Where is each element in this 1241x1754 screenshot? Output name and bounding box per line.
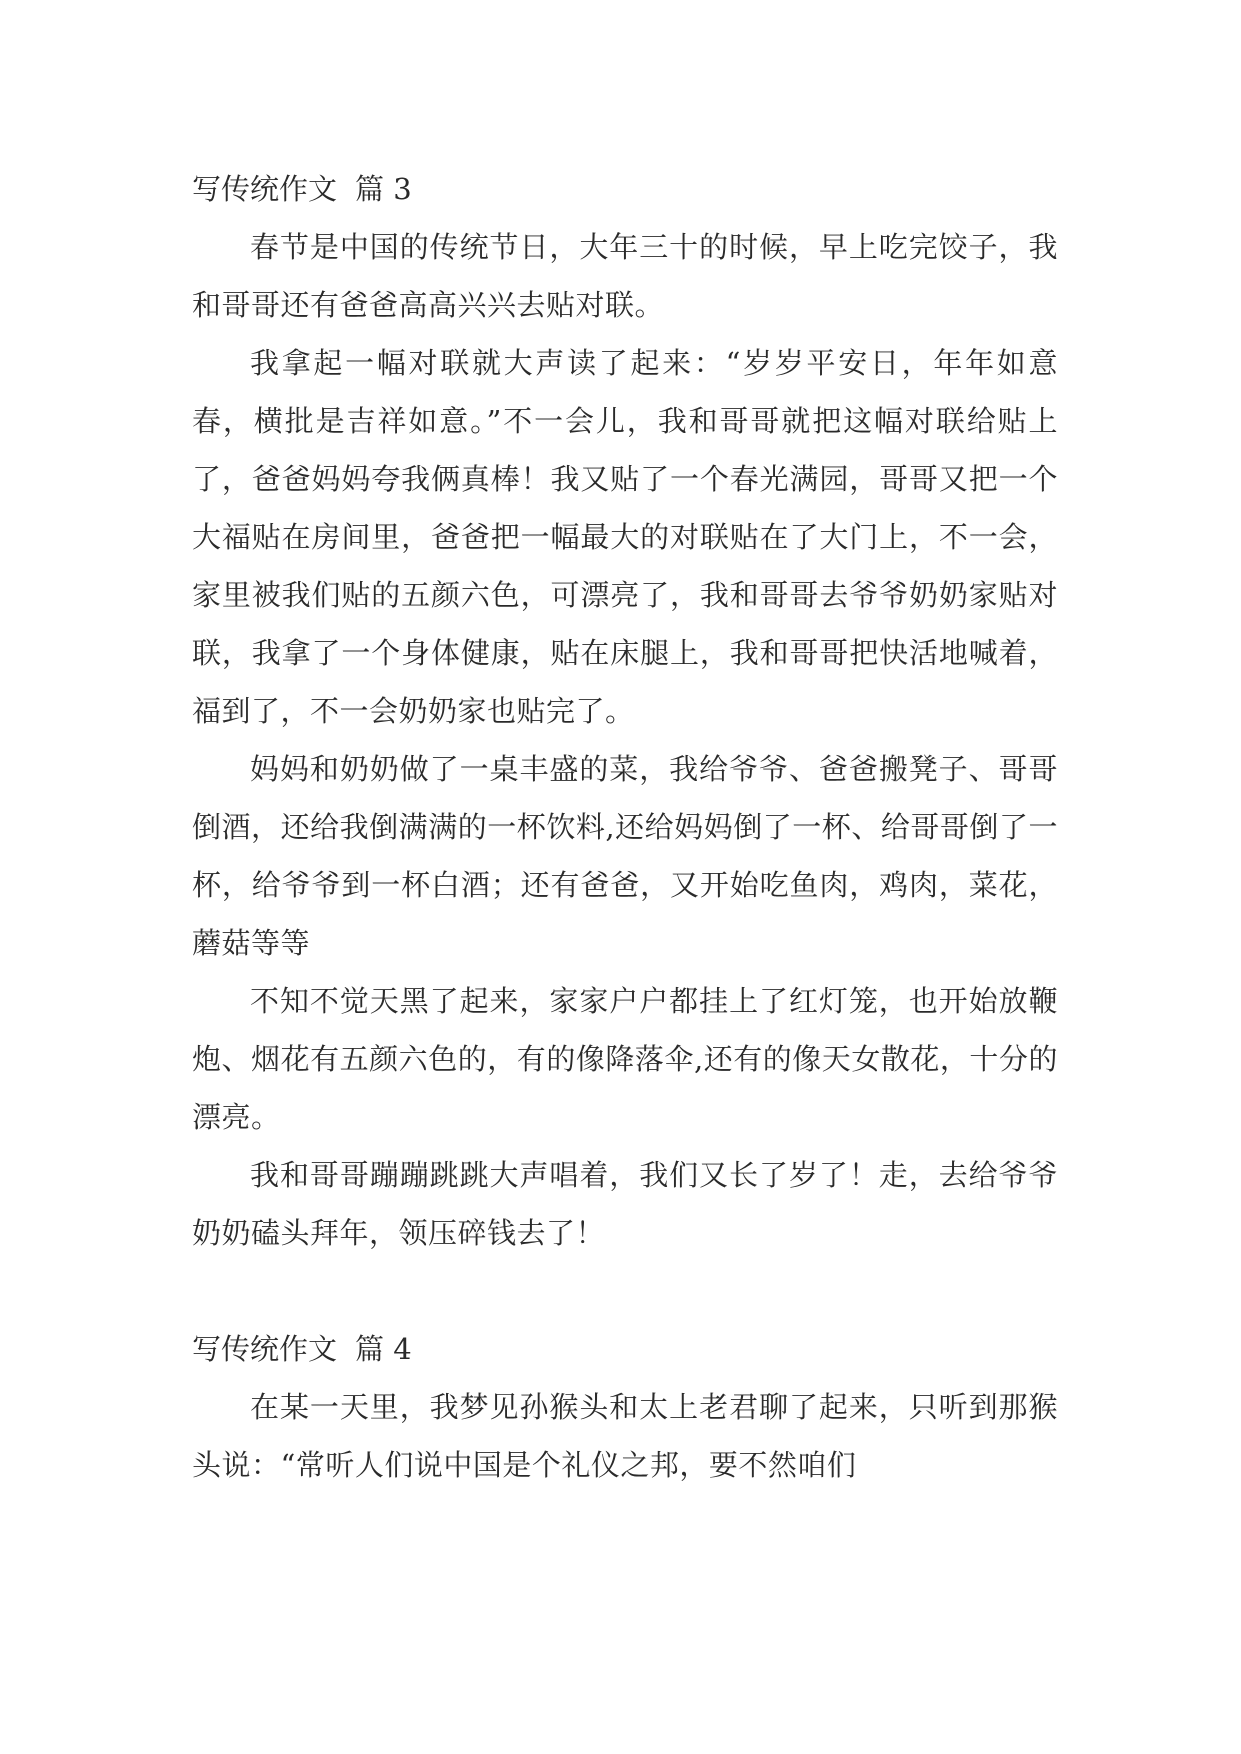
section-title [192,160,1058,218]
paragraph: 在某一天里，我梦见孙猴头和太上老君聊了起来，只听到那猴头说：“常听人们说中国是个礼仪之邦，要不然咱们 [192,1390,1058,1482]
section-title-text: 写传统作文 [192,172,338,206]
paragraph: 不知不觉天黑了起来，家家户户都挂上了红灯笼，也开始放鞭炮、烟花有五颜六色的，有的像降落伞,还有的像天女散花，十分的漂亮。 [192,984,1058,1134]
section-title [192,1320,1058,1378]
section-spacer [192,1262,1058,1320]
section-number: 篇 3 [355,172,412,206]
document-body [192,160,1058,1494]
paragraph: 春节是中国的传统节日，大年三十的时候，早上吃完饺子，我和哥哥还有爸爸高高兴兴去贴对联。 [192,230,1058,322]
section-number: 篇 4 [355,1332,412,1366]
section-title-text: 写传统作文 [192,1332,338,1366]
paragraph: 我拿起一幅对联就大声读了起来：“岁岁平安日，年年如意春，横批是吉祥如意。”不一会儿，我和哥哥就把这幅对联给贴上了，爸爸妈妈夸我俩真棒！我又贴了一个春光满园，哥哥又把一个大福贴在房间里，爸爸把一幅最大的对联贴在了大门上，不一会，家里被我们贴的五颜六色，可漂亮了，我和哥哥去爷爷奶奶家贴对联，我拿了一个身体健康，贴在床腿上，我和哥哥把快活地喊着，福到了，不一会奶奶家也贴完了。 [192,346,1058,728]
paragraph: 妈妈和奶奶做了一桌丰盛的菜，我给爷爷、爸爸搬凳子、哥哥倒酒，还给我倒满满的一杯饮料,还给妈妈倒了一杯、给哥哥倒了一杯，给爷爷到一杯白酒；还有爸爸，又开始吃鱼肉，鸡肉，菜花，蘑菇等等 [192,752,1058,960]
paragraph: 我和哥哥蹦蹦跳跳大声唱着，我们又长了岁了！走，去给爷爷奶奶磕头拜年，领压碎钱去了！ [192,1158,1058,1250]
